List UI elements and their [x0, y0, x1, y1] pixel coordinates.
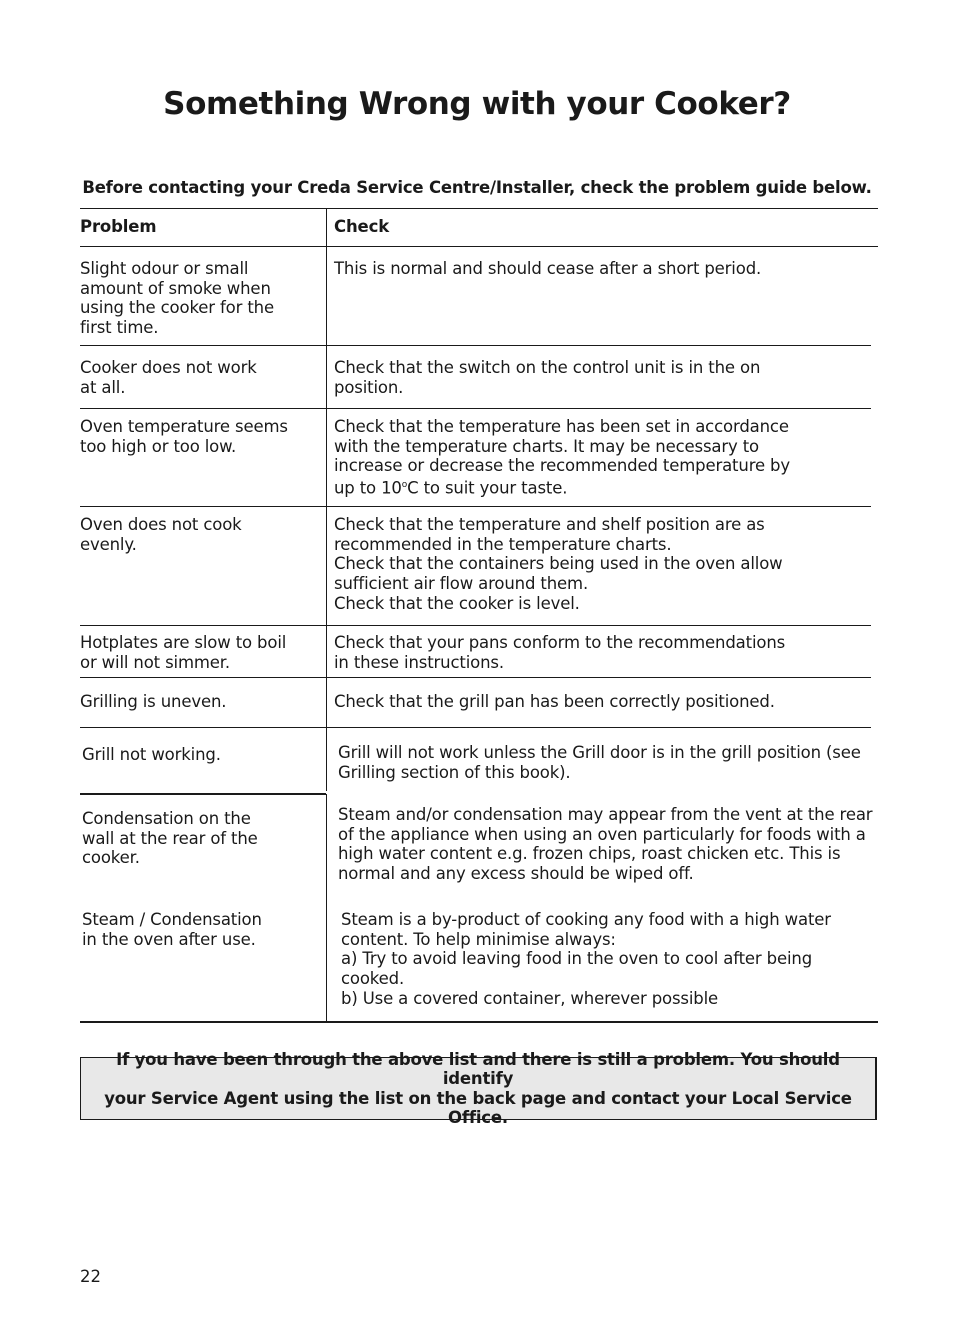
problem-cell: Cooker does not work at all. — [80, 358, 257, 397]
row-divider — [80, 345, 871, 346]
table-bottom-rule — [80, 1021, 878, 1023]
problem-cell: Hotplates are slow to boil or will not simmer. — [80, 633, 287, 672]
page-number: 22 — [80, 1267, 101, 1286]
row-divider — [80, 793, 326, 795]
column-divider — [326, 794, 327, 1023]
row-divider — [80, 727, 871, 728]
column-divider — [326, 208, 327, 791]
check-cell: Grill will not work unless the Grill door is in the grill position (see Grilling section of this book). — [338, 743, 861, 782]
check-cell — [334, 417, 790, 498]
service-note-text: If you have been through the above list and there is still a problem. You should identify your Service Agent using the list on the back page and contact your Local Service Office. — [104, 1049, 852, 1127]
degree-mark: o — [401, 480, 408, 491]
intro-text: Before contacting your Creda Service Centre/Installer, check the problem guide below. — [82, 178, 872, 197]
check-cell: Check that the temperature and shelf position are as recommended in the temperature charts. Check that the containers being used in the oven allow sufficient air flow around them. Check that the cooker is level. — [334, 515, 783, 613]
check-text: Check that the temperature has been set in accordance with the temperature charts. It may be necessary to increase or decrease the recommended temperature by up to 10 — [334, 417, 790, 498]
row-divider — [80, 408, 871, 409]
check-cell: This is normal and should cease after a short period. — [334, 259, 762, 278]
check-cell: Steam is a by-product of cooking any food with a high water content. To help minimise always: a) Try to avoid leaving food in the oven to cool after being cooked. b) Use a covered container, wherever possible — [341, 910, 831, 1008]
problem-cell: Slight odour or small amount of smoke when using the cooker for the first time. — [80, 259, 274, 338]
problem-cell: Steam / Condensation in the oven after use. — [82, 910, 262, 949]
header-check: Check — [334, 217, 390, 236]
row-divider — [80, 677, 871, 678]
page-title: Something Wrong with your Cooker? — [163, 86, 791, 122]
table-header-rule — [80, 246, 878, 247]
check-cell: Check that the switch on the control unit is in the on position. — [334, 358, 761, 397]
problem-cell: Oven does not cook evenly. — [80, 515, 242, 554]
row-divider — [80, 625, 871, 626]
check-text: C to suit your taste. — [407, 478, 568, 498]
problem-cell: Grilling is uneven. — [80, 692, 227, 711]
check-cell: Check that your pans conform to the recommendations in these instructions. — [334, 633, 786, 672]
problem-cell: Grill not working. — [82, 745, 221, 764]
header-problem: Problem — [80, 217, 157, 236]
service-note-box — [80, 1049, 877, 1127]
problem-cell: Oven temperature seems too high or too low. — [80, 417, 288, 456]
problem-cell: Condensation on the wall at the rear of the cooker. — [82, 809, 258, 868]
check-cell: Steam and/or condensation may appear from the vent at the rear of the appliance when using an oven particularly for foods with a high water content e.g. frozen chips, roast chicken etc. This is normal and any excess should be wiped off. — [338, 805, 873, 884]
row-divider — [80, 506, 871, 507]
table-top-rule — [80, 208, 878, 209]
check-cell: Check that the grill pan has been correctly positioned. — [334, 692, 775, 711]
